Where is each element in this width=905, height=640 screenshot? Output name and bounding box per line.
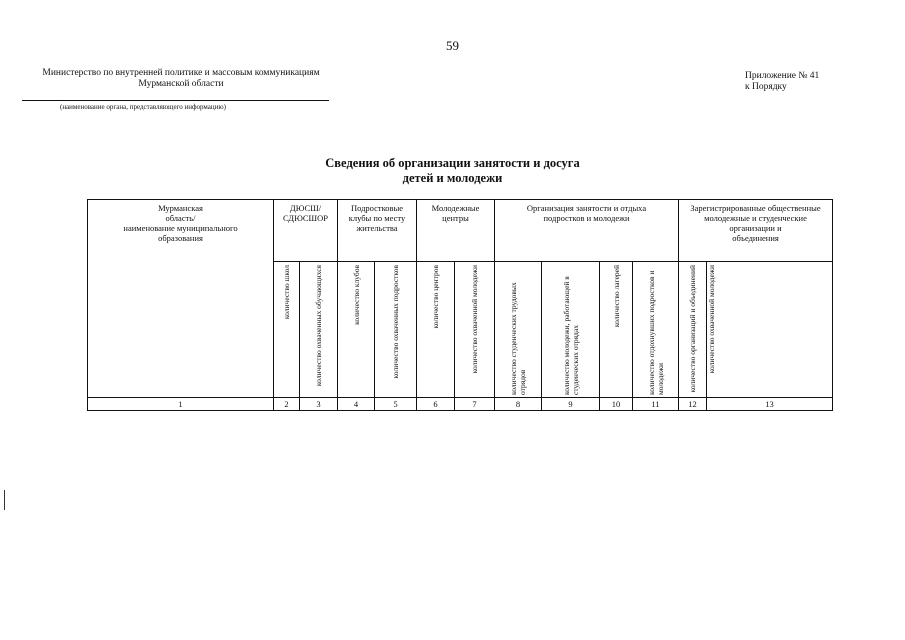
header-clubs-line3: жительства	[356, 223, 398, 233]
page-number: 59	[446, 38, 459, 53]
header-region-line1: Мурманская	[158, 203, 203, 213]
column-number: 6	[417, 398, 455, 411]
subheader-cell	[375, 262, 417, 398]
ministry-note: (наименование органа, представляющего информацию)	[60, 103, 226, 111]
column-number: 5	[375, 398, 417, 411]
subheader-cell	[600, 262, 633, 398]
column-number: 12	[679, 398, 707, 411]
header-sport-line2: СДЮСШОР	[283, 213, 328, 223]
scan-edge-mark	[4, 490, 5, 510]
subheader-cell	[542, 262, 600, 398]
document-title-line2: детей и молодежи	[402, 171, 503, 185]
column-number: 7	[455, 398, 495, 411]
ministry-underline	[22, 100, 329, 101]
subheader-label: количество молодежи, работающей в студенческих отрядах	[561, 276, 580, 395]
subheader-label: количество охваченных обучающихся	[314, 265, 323, 387]
subheader-label: количество организаций и объединений	[688, 265, 697, 393]
column-number: 11	[633, 398, 679, 411]
header-associations-line1: Зарегистрированные общественные молодежные и студенческие	[690, 203, 821, 223]
header-sport-line1: ДЮСШ/	[289, 203, 322, 213]
subheader-label: количество клубов	[351, 265, 361, 325]
subheader-label: количество центров	[431, 265, 440, 329]
header-region-line2: область/	[165, 213, 196, 223]
column-number: 3	[300, 398, 338, 411]
subheader-label: количество отдохнувших подростков и молодежи	[646, 270, 665, 395]
ministry-name-line1: Министерство по внутренней политике и массовым коммуникациям	[42, 68, 320, 78]
header-youth-centers-line2: центры	[442, 213, 469, 223]
subheader-cell	[707, 262, 833, 398]
subheader-label: количество охваченных подростков	[391, 265, 400, 379]
column-number: 8	[495, 398, 542, 411]
header-clubs-line1: Подростковые	[350, 203, 404, 213]
ministry-name	[22, 68, 340, 90]
column-number: 9	[542, 398, 600, 411]
subheader-cell	[679, 262, 707, 398]
column-number: 10	[600, 398, 633, 411]
header-clubs-line2: клубы по месту	[348, 213, 406, 223]
header-region-line4: образования	[158, 233, 203, 243]
header-employment-line2: подростков и молодежи	[543, 213, 630, 223]
report-form-table	[87, 199, 833, 411]
table-group-header-row	[88, 200, 833, 262]
subheader-cell	[300, 262, 338, 398]
header-sport-schools	[274, 200, 338, 262]
subheader-label: количество охваченной молодежи	[707, 265, 716, 374]
subheader-label: количество охваченной молодежи	[470, 265, 479, 374]
subheader-cell	[274, 262, 300, 398]
subheader-cell	[338, 262, 375, 398]
subheader-label: количество школ	[282, 265, 291, 320]
header-associations-line3: объединения	[732, 233, 779, 243]
header-associations-line2: организации и	[729, 223, 782, 233]
header-associations	[679, 200, 833, 262]
header-region	[88, 200, 274, 398]
subheader-label: количество студенческих трудовых отрядов	[509, 282, 527, 395]
subheader-cell	[455, 262, 495, 398]
appendix-line2: к Порядку	[745, 82, 787, 92]
subheader-cell	[495, 262, 542, 398]
subheader-label: количество лагерей	[611, 265, 621, 328]
appendix-line1: Приложение № 41	[745, 71, 820, 81]
header-youth-centers	[417, 200, 495, 262]
document-title-line1: Сведения об организации занятости и досуга	[325, 156, 580, 170]
header-region-line3: наименование муниципального	[123, 223, 238, 233]
column-number-row	[88, 398, 833, 411]
header-clubs	[338, 200, 417, 262]
subheader-cell	[417, 262, 455, 398]
ministry-name-line2: Мурманской области	[138, 79, 224, 89]
header-employment-line1: Организация занятости и отдыха	[526, 203, 647, 213]
column-number: 13	[707, 398, 833, 411]
header-youth-centers-line1: Молодежные	[431, 203, 480, 213]
column-number: 1	[88, 398, 274, 411]
subheader-cell	[633, 262, 679, 398]
column-number: 4	[338, 398, 375, 411]
document-title	[0, 156, 905, 186]
column-number: 2	[274, 398, 300, 411]
appendix-reference	[745, 71, 845, 93]
header-employment	[495, 200, 679, 262]
